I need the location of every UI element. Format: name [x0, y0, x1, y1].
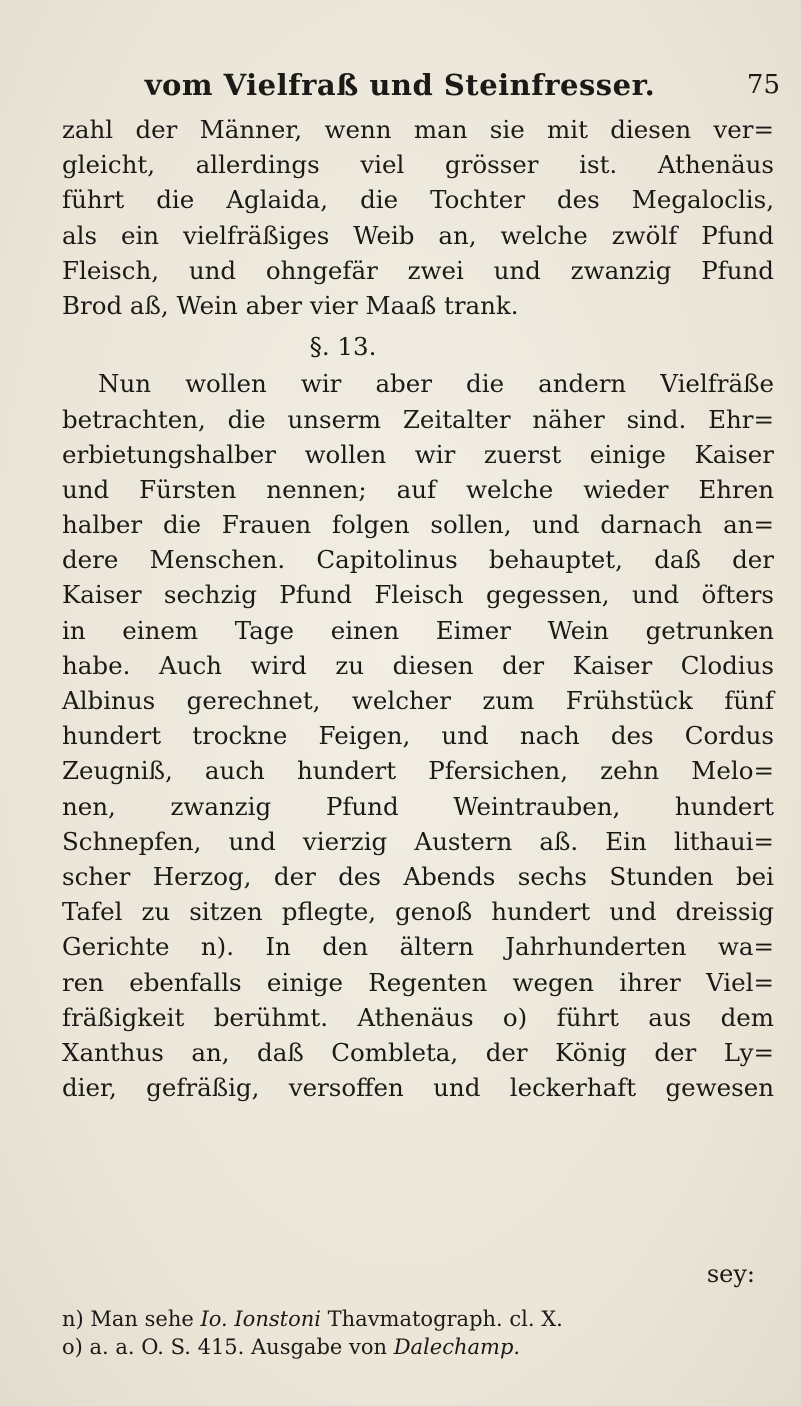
text-line: Nun wollen wir aber die andern Vielfräße	[98, 369, 774, 399]
footnote-o	[62, 1333, 774, 1361]
footnotes	[62, 1305, 774, 1361]
text-line: dier, gefräßig, versoffen und leckerhaft gewesen	[62, 1073, 774, 1103]
catchword: sey:	[706, 1260, 755, 1288]
running-title: vom Vielfraß und Steinfresser.	[144, 68, 656, 102]
text-line: nen, zwanzig Pfund Weintrauben, hundert	[62, 791, 774, 821]
body-text	[62, 112, 774, 1105]
text-line: fräßigkeit berühmt. Athenäus o) führt aus dem	[62, 1002, 774, 1032]
text-line: Schnepfen, und vierzig Austern aß. Ein lithaui=	[62, 826, 774, 856]
footnote-rest: Thavmatograph. cl. X.	[327, 1307, 563, 1331]
text-line: betrachten, die unserm Zeitalter näher sind. Ehr=	[62, 404, 774, 434]
text-line: Tafel zu sitzen pflegte, genoß hundert und dreissig	[62, 897, 774, 927]
text-line: erbietungshalber wollen wir zuerst einige Kaiser	[62, 439, 774, 469]
text-line: zahl der Männer, wenn man sie mit diesen ver=	[62, 115, 774, 144]
text-line: Xanthus an, daß Combleta, der König der Ly=	[62, 1037, 774, 1067]
text-line: dere Menschen. Capitolinus behauptet, daß der	[62, 545, 774, 575]
footnote-mark: n) Man sehe	[62, 1307, 194, 1331]
text-line: in einem Tage einen Eimer Wein getrunken	[62, 615, 774, 645]
text-line: als ein vielfräßiges Weib an, welche zwölf Pfund	[62, 220, 774, 250]
text-line: gleicht, allerdings viel grösser ist. Athenäus	[62, 150, 774, 180]
section-heading: §. 13.	[309, 332, 377, 362]
text-line: halber die Frauen folgen sollen, und darnach an=	[62, 510, 774, 540]
footnote-source: Dalechamp.	[393, 1335, 521, 1359]
footnote-n	[62, 1305, 774, 1333]
text-line: Zeugniß, auch hundert Pfersichen, zehn Melo=	[62, 756, 774, 786]
footnote-source: Io. Ionstoni	[200, 1307, 321, 1331]
text-line: scher Herzog, der des Abends sechs Stunden bei	[62, 861, 774, 891]
text-line: Albinus gerechnet, welcher zum Frühstück fünf	[62, 686, 774, 715]
text-line: und Fürsten nennen; auf welche wieder Ehren	[62, 474, 774, 504]
text-line: ren ebenfalls einige Regenten wegen ihrer Viel=	[62, 967, 774, 997]
text-line: Fleisch, und ohngefär zwei und zwanzig Pfund	[62, 255, 774, 285]
text-line: habe. Auch wird zu diesen der Kaiser Clodius	[62, 650, 774, 680]
text-line: Brod aß, Wein aber vier Maaß trank.	[62, 290, 519, 320]
page-number: 75	[746, 70, 780, 100]
text-line: hundert trockne Feigen, und nach des Cordus	[62, 721, 774, 751]
text-line: Kaiser sechzig Pfund Fleisch gegessen, und öfters	[62, 580, 774, 610]
text-line: führt die Aglaida, die Tochter des Megaloclis,	[62, 185, 774, 215]
text-line: Gerichte n). In den ältern Jahrhunderten wa=	[62, 932, 774, 962]
footnote-mark: o) a. a. O. S. 415. Ausgabe von	[62, 1335, 388, 1359]
page-header	[100, 68, 780, 108]
